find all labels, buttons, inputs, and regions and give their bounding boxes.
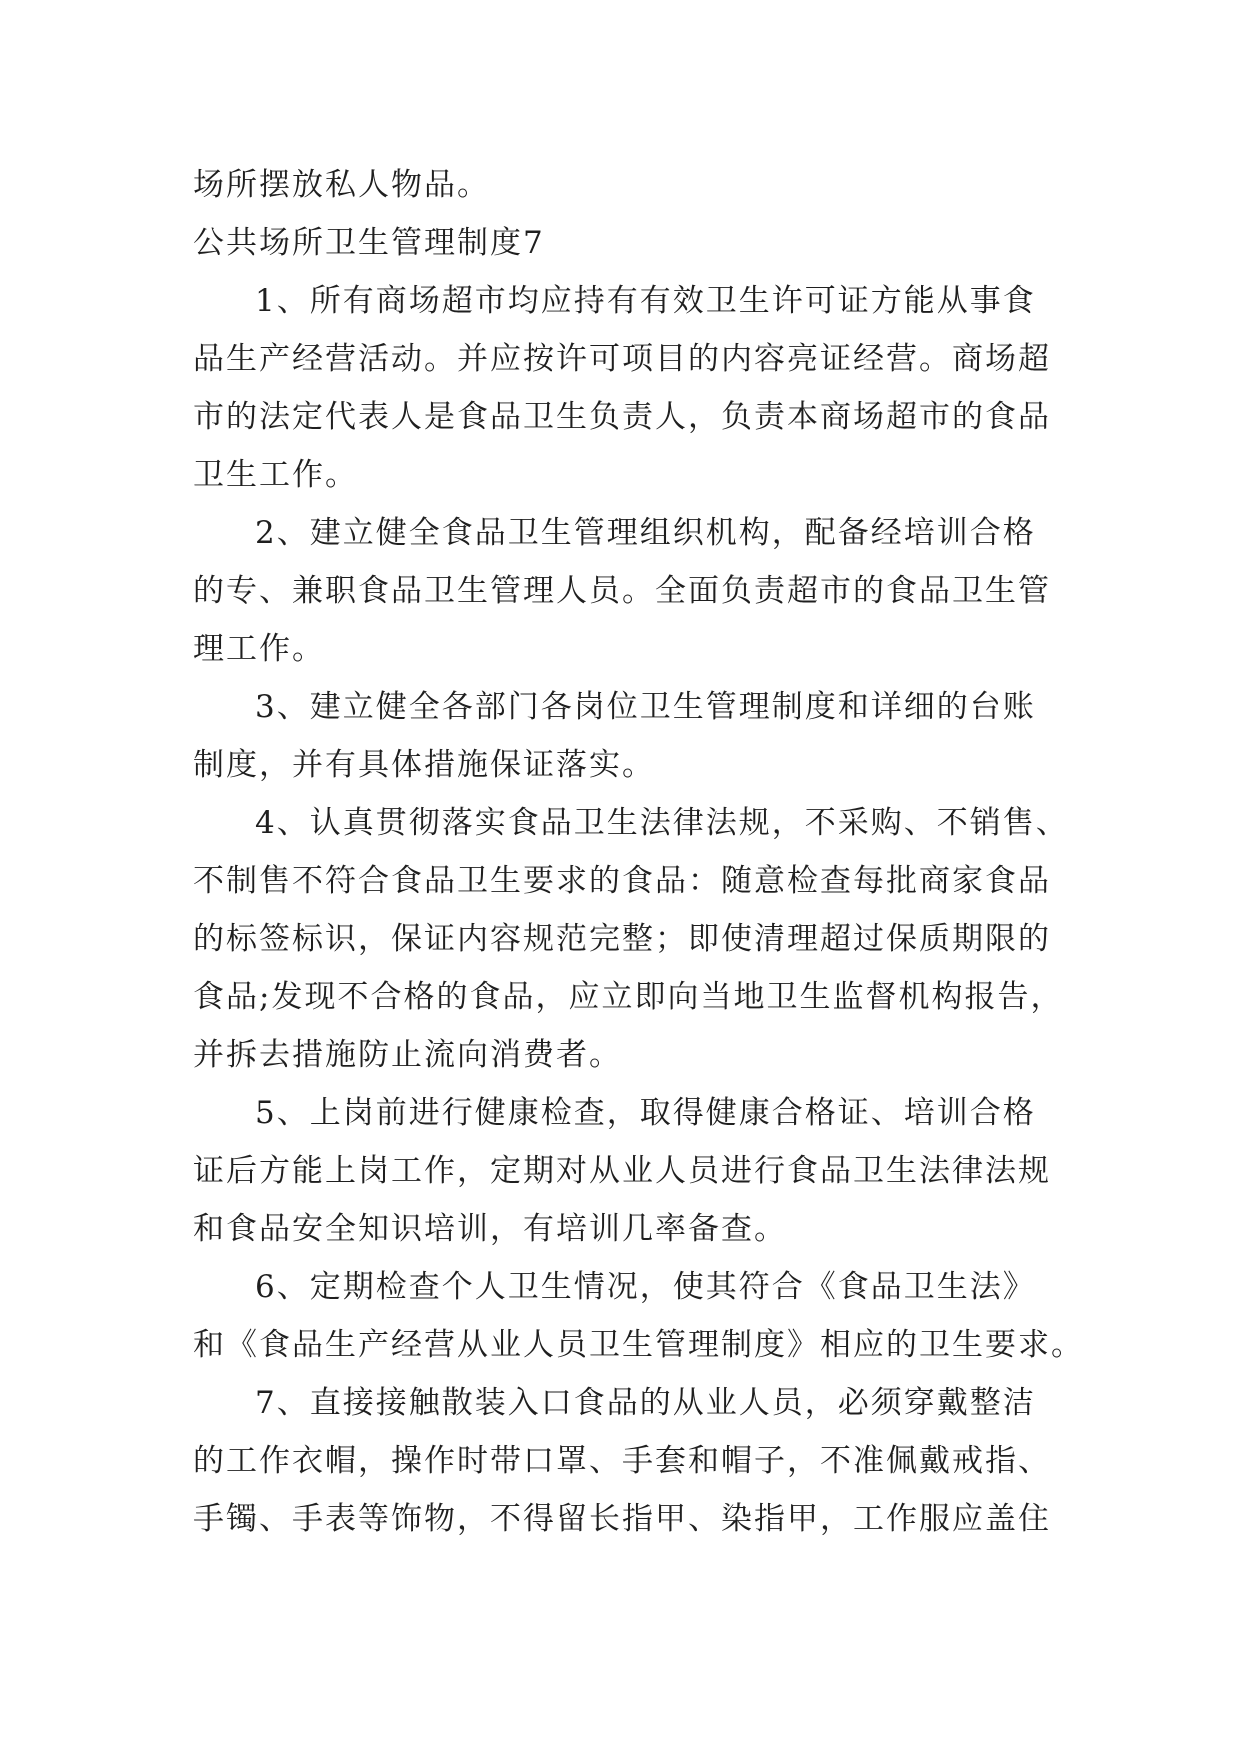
text-line: 和《食品生产经营从业人员卫生管理制度》相应的卫生要求。	[193, 1327, 1084, 1363]
text-line: 手镯、手表等饰物，不得留长指甲、染指甲，工作服应盖住	[193, 1501, 1051, 1537]
text-line: 4、认真贯彻落实食品卫生法律法规，不采购、不销售、	[255, 805, 1069, 841]
text-line: 食品;发现不合格的食品，应立即向当地卫生监督机构报告，	[193, 979, 1064, 1015]
text-line: 制度，并有具体措施保证落实。	[193, 747, 655, 783]
text-line: 证后方能上岗工作，定期对从业人员进行食品卫生法律法规	[193, 1153, 1051, 1189]
text-line: 卫生工作。	[193, 457, 358, 493]
text-line: 1、所有商场超市均应持有有效卫生许可证方能从事食	[255, 283, 1036, 319]
text-line: 5、上岗前进行健康检查，取得健康合格证、培训合格	[255, 1095, 1036, 1131]
text-line: 2、建立健全食品卫生管理组织机构，配备经培训合格	[255, 515, 1036, 551]
text-line: 理工作。	[193, 631, 325, 667]
text-line: 的标签标识，保证内容规范完整；即使清理超过保质期限的	[193, 921, 1051, 957]
text-line: 不制售不符合食品卫生要求的食品：随意检查每批商家食品	[193, 863, 1051, 899]
text-line: 市的法定代表人是食品卫生负责人，负责本商场超市的食品	[193, 399, 1051, 435]
text-line: 6、定期检查个人卫生情况，使其符合《食品卫生法》	[255, 1269, 1036, 1305]
text-line: 3、建立健全各部门各岗位卫生管理制度和详细的台账	[255, 689, 1036, 725]
document-body	[193, 156, 1084, 1548]
section-title: 公共场所卫生管理制度7	[193, 225, 545, 261]
text-line: 的专、兼职食品卫生管理人员。全面负责超市的食品卫生管	[193, 573, 1051, 609]
text-line: 并拆去措施防止流向消费者。	[193, 1037, 622, 1073]
text-line: 的工作衣帽，操作时带口罩、手套和帽子，不准佩戴戒指、	[193, 1443, 1051, 1479]
text-line: 7、直接接触散装入口食品的从业人员，必须穿戴整洁	[255, 1385, 1036, 1421]
text-line: 场所摆放私人物品。	[193, 167, 490, 203]
text-line: 和食品安全知识培训，有培训几率备查。	[193, 1211, 787, 1247]
text-line: 品生产经营活动。并应按许可项目的内容亮证经营。商场超	[193, 341, 1051, 377]
